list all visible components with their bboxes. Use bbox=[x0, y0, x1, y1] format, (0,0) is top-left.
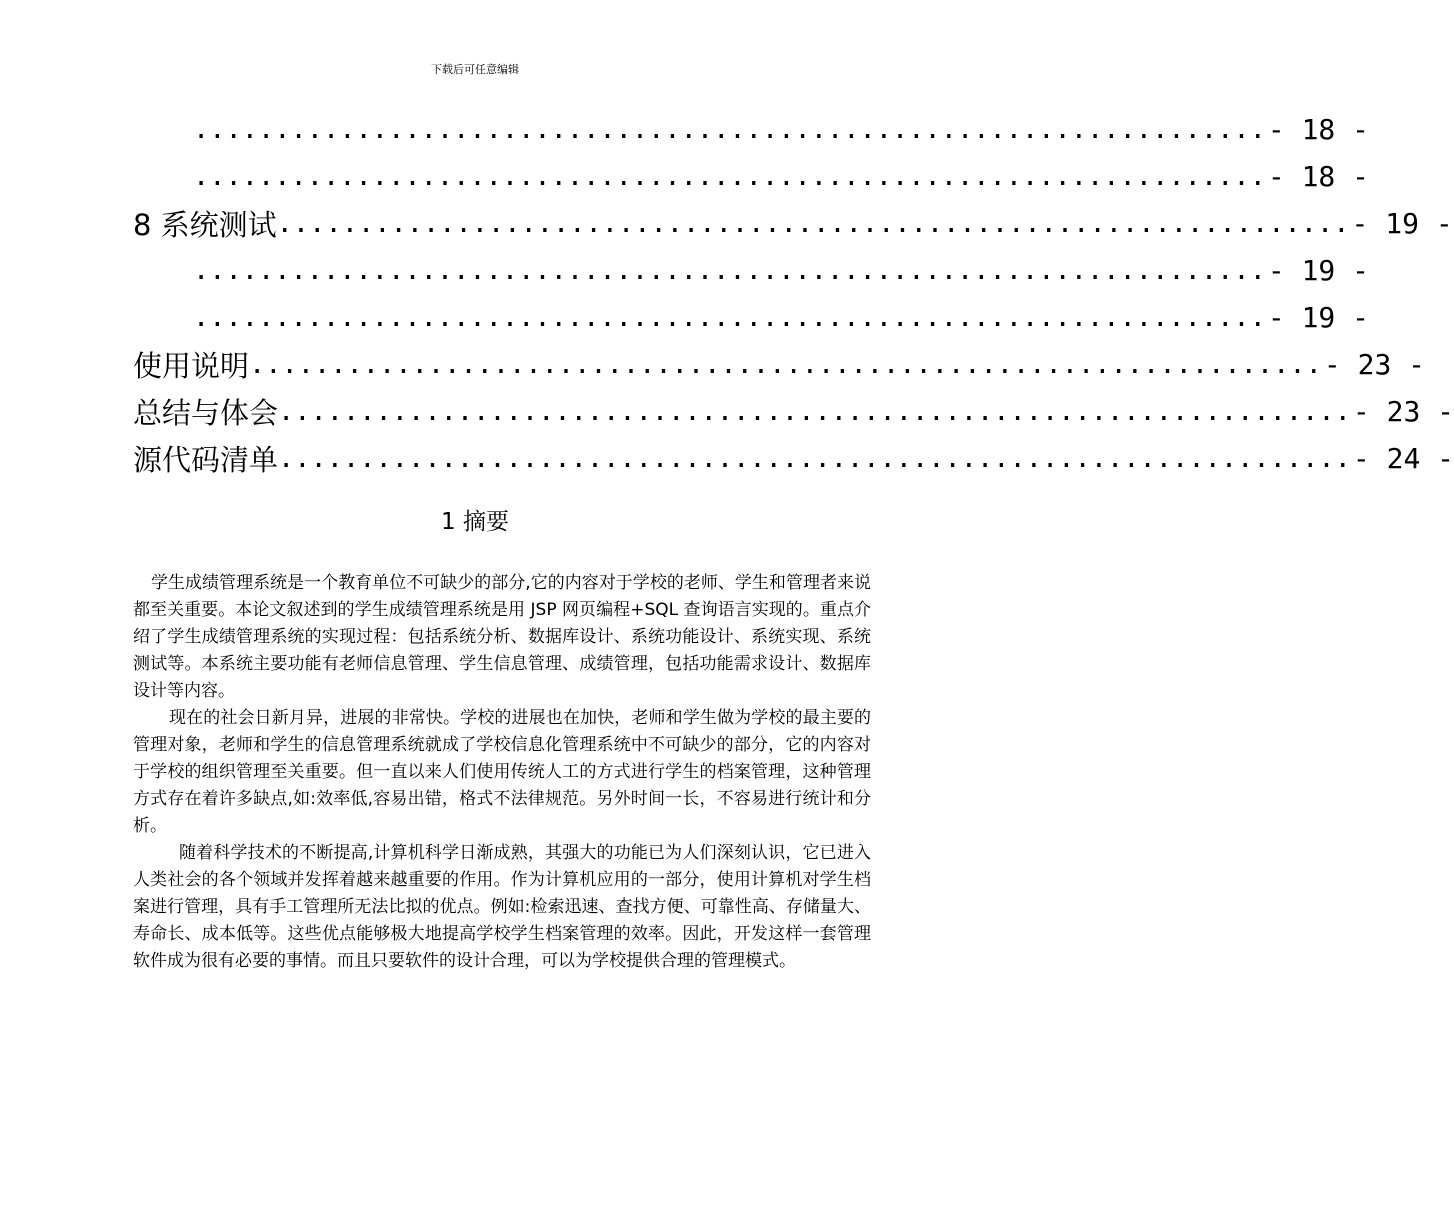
toc-dot-leader: .................................................................. bbox=[276, 208, 1350, 239]
toc-dot-leader: .................................................................. bbox=[193, 114, 1266, 145]
toc-entry-title: 源代码清单 bbox=[133, 443, 279, 477]
toc-entry[interactable] bbox=[133, 247, 1370, 294]
section-heading: 1 摘要 bbox=[441, 509, 509, 535]
toc-dot-leader: .................................................................. bbox=[193, 161, 1266, 192]
toc-page-number: - 19 - bbox=[1351, 207, 1453, 240]
toc-entry[interactable] bbox=[133, 294, 1370, 341]
toc-entry[interactable] bbox=[133, 153, 1370, 200]
toc-page-number: - 18 - bbox=[1267, 113, 1370, 146]
paragraph bbox=[133, 705, 871, 840]
toc-page-number: - 18 - bbox=[1267, 160, 1370, 193]
toc-page-number: - 19 - bbox=[1267, 254, 1370, 287]
toc-entry[interactable] bbox=[133, 341, 1426, 388]
toc-dot-leader: .................................................................. bbox=[193, 302, 1266, 333]
toc-entry[interactable] bbox=[133, 200, 1453, 247]
toc-dot-leader: .................................................................. bbox=[249, 349, 1322, 380]
paragraph-text: 随着科学技术的不断提高,计算机科学日渐成熟，其强大的功能已为人们深刻认识，它已进入人类社会的各个领域并发挥着越来越重要的作用。作为计算机应用的一部分，使用计算机对学生档案进行管理，具有手工管理所无法比拟的优点。例如:检索迅速、查找方便、可靠性高、存储量大、寿命长、成本低等。这些优点能够极大地提高学校学生档案管理的效率。因此，开发这样一套管理软件成为很有必要的事情。而且只要软件的设计合理，可以为学校提供合理的管理模式。 bbox=[133, 843, 871, 971]
toc-dot-leader: .................................................................. bbox=[278, 443, 1351, 474]
toc-dot-leader: .................................................................. bbox=[278, 396, 1351, 427]
toc-page-number: - 24 - bbox=[1352, 442, 1454, 475]
toc-entry[interactable] bbox=[133, 106, 1370, 153]
table-of-contents bbox=[133, 106, 1454, 482]
toc-entry-title: 使用说明 bbox=[133, 349, 250, 383]
toc-entry[interactable] bbox=[133, 388, 1454, 435]
toc-dot-leader: .................................................................. bbox=[193, 255, 1266, 286]
toc-page-number: - 19 - bbox=[1267, 301, 1370, 334]
toc-entry-title: 总结与体会 bbox=[133, 396, 279, 430]
paragraph-text: 现在的社会日新月异，进展的非常快。学校的进展也在加快，老师和学生做为学校的最主要的管理对象，老师和学生的信息管理系统就成了学校信息化管理系统中不可缺少的部分，它的内容对于学校的组织管理至关重要。但一直以来人们使用传统人工的方式进行学生的档案管理，这种管理方式存在着许多缺点,如:效率低,容易出错，格式不法律规范。另外时间一长，不容易进行统计和分析。 bbox=[133, 708, 871, 836]
page-header: 下载后可任意编辑 bbox=[431, 63, 519, 76]
toc-entry-title: 8 系统测试 bbox=[133, 208, 277, 242]
toc-entry[interactable] bbox=[133, 435, 1454, 482]
toc-page-number: - 23 - bbox=[1352, 395, 1454, 428]
paragraph-text: 学生成绩管理系统是一个教育单位不可缺少的部分,它的内容对于学校的老师、学生和管理者来说都至关重要。本论文叙述到的学生成绩管理系统是用 JSP 网页编程+SQL 查询语言实现的。重点介绍了学生成绩管理系统的实现过程：包括系统分析、数据库设计、系统功能设计、系统实现、系统测试等。本系统主要功能有老师信息管理、学生信息管理、成绩管理，包括功能需求设计、数据库设计等内容。 bbox=[133, 573, 871, 701]
abstract-body bbox=[133, 570, 871, 975]
paragraph bbox=[133, 570, 871, 705]
paragraph bbox=[133, 840, 871, 975]
toc-page-number: - 23 - bbox=[1323, 348, 1426, 381]
